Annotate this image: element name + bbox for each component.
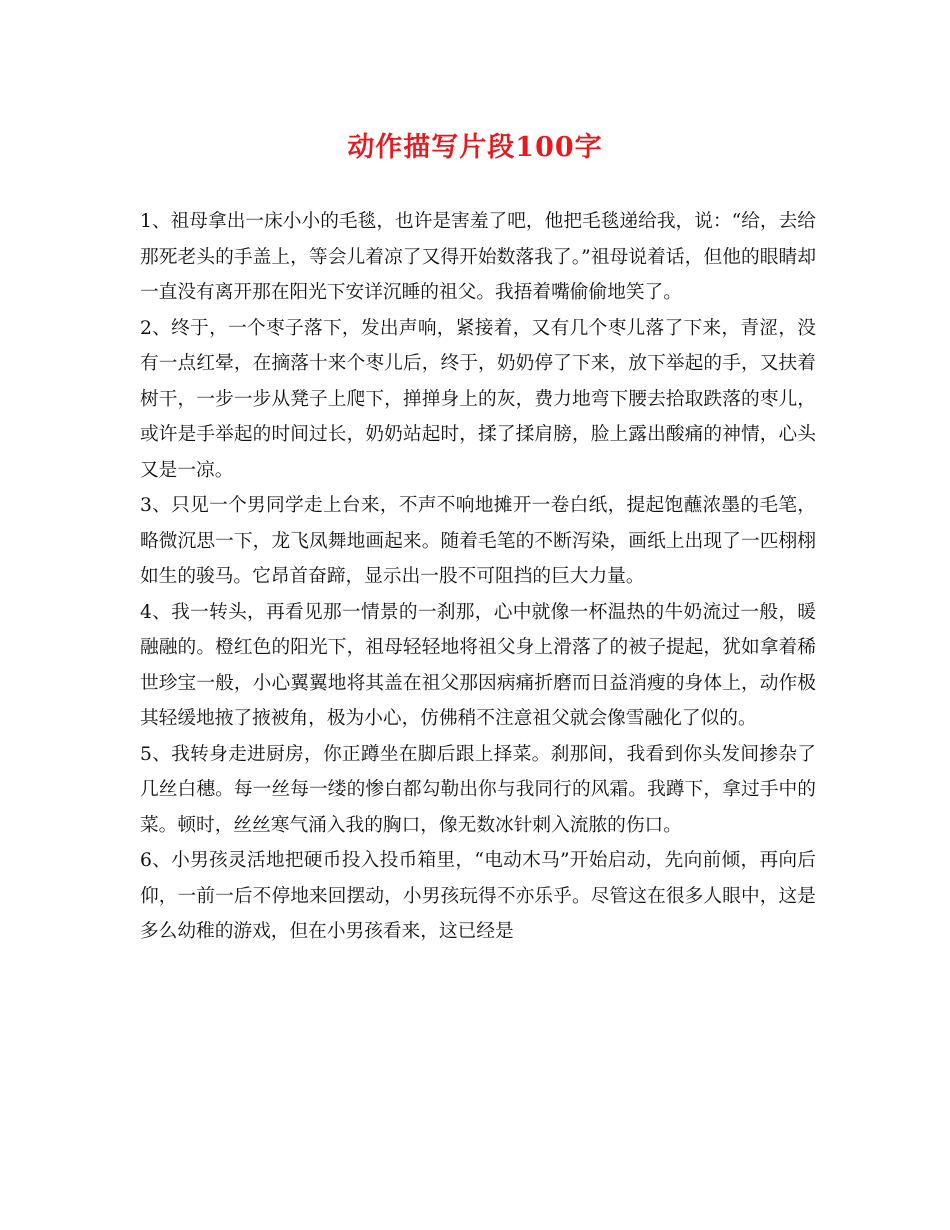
paragraph-1: 1、祖母拿出一床小小的毛毯，也许是害羞了吧，他把毛毯递给我，说：“给，去给那死老头的手盖上，等会儿着凉了又得开始数落我了。”祖母说着话，但他的眼睛却一直没有离开那在阳光下安详沉睡的祖父。我捂着嘴偷偷地笑了。: [140, 211, 816, 303]
document-title: 动作描写片段100字: [347, 132, 603, 163]
paragraph-2: 2、终于，一个枣子落下，发出声响，紧接着，又有几个枣儿落了下来，青涩，没有一点红晕，在摘落十来个枣儿后，终于，奶奶停了下来，放下举起的手，又扶着树干，一步一步从凳子上爬下，掸掸身上的灰，费力地弯下腰去拾取跌落的枣儿，或许是手举起的时间过长，奶奶站起时，揉了揉肩膀，脸上露出酸痛的神情，心头又是一凉。: [140, 317, 816, 481]
paragraph-5: 5、我转身走进厨房，你正蹲坐在脚后跟上择菜。刹那间，我看到你头发间掺杂了几丝白穗。每一丝每一缕的惨白都勾勒出你与我同行的风霜。我蹲下，拿过手中的菜。顿时，丝丝寒气涌入我的胸口，像无数冰针刺入流脓的伤口。: [140, 743, 816, 836]
document-body: [140, 204, 816, 950]
paragraph-4: 4、我一转头，再看见那一情景的一刹那，心中就像一杯温热的牛奶流过一般，暖融融的。橙红色的阳光下，祖母轻轻地将祖父身上滑落了的被子提起，犹如拿着稀世珍宝一般，小心翼翼地将其盖在祖父那因病痛折磨而日益消瘦的身体上，动作极其轻缓地掖了掖被角，极为小心，仿佛稍不注意祖父就会像雪融化了似的。: [140, 601, 816, 729]
paragraph-6: 6、小男孩灵活地把硬币投入投币箱里，“电动木马”开始启动，先向前倾，再向后仰，一前一后不停地来回摆动，小男孩玩得不亦乐乎。尽管这在很多人眼中，这是多么幼稚的游戏，但在小男孩看来，这已经是: [140, 850, 816, 942]
paragraph-3: 3、只见一个男同学走上台来，不声不响地摊开一卷白纸，提起饱蘸浓墨的毛笔，略微沉思一下，龙飞凤舞地画起来。随着毛笔的不断泻染，画纸上出现了一匹栩栩如生的骏马。它昂首奋蹄，显示出一股不可阻挡的巨大力量。: [140, 495, 816, 587]
